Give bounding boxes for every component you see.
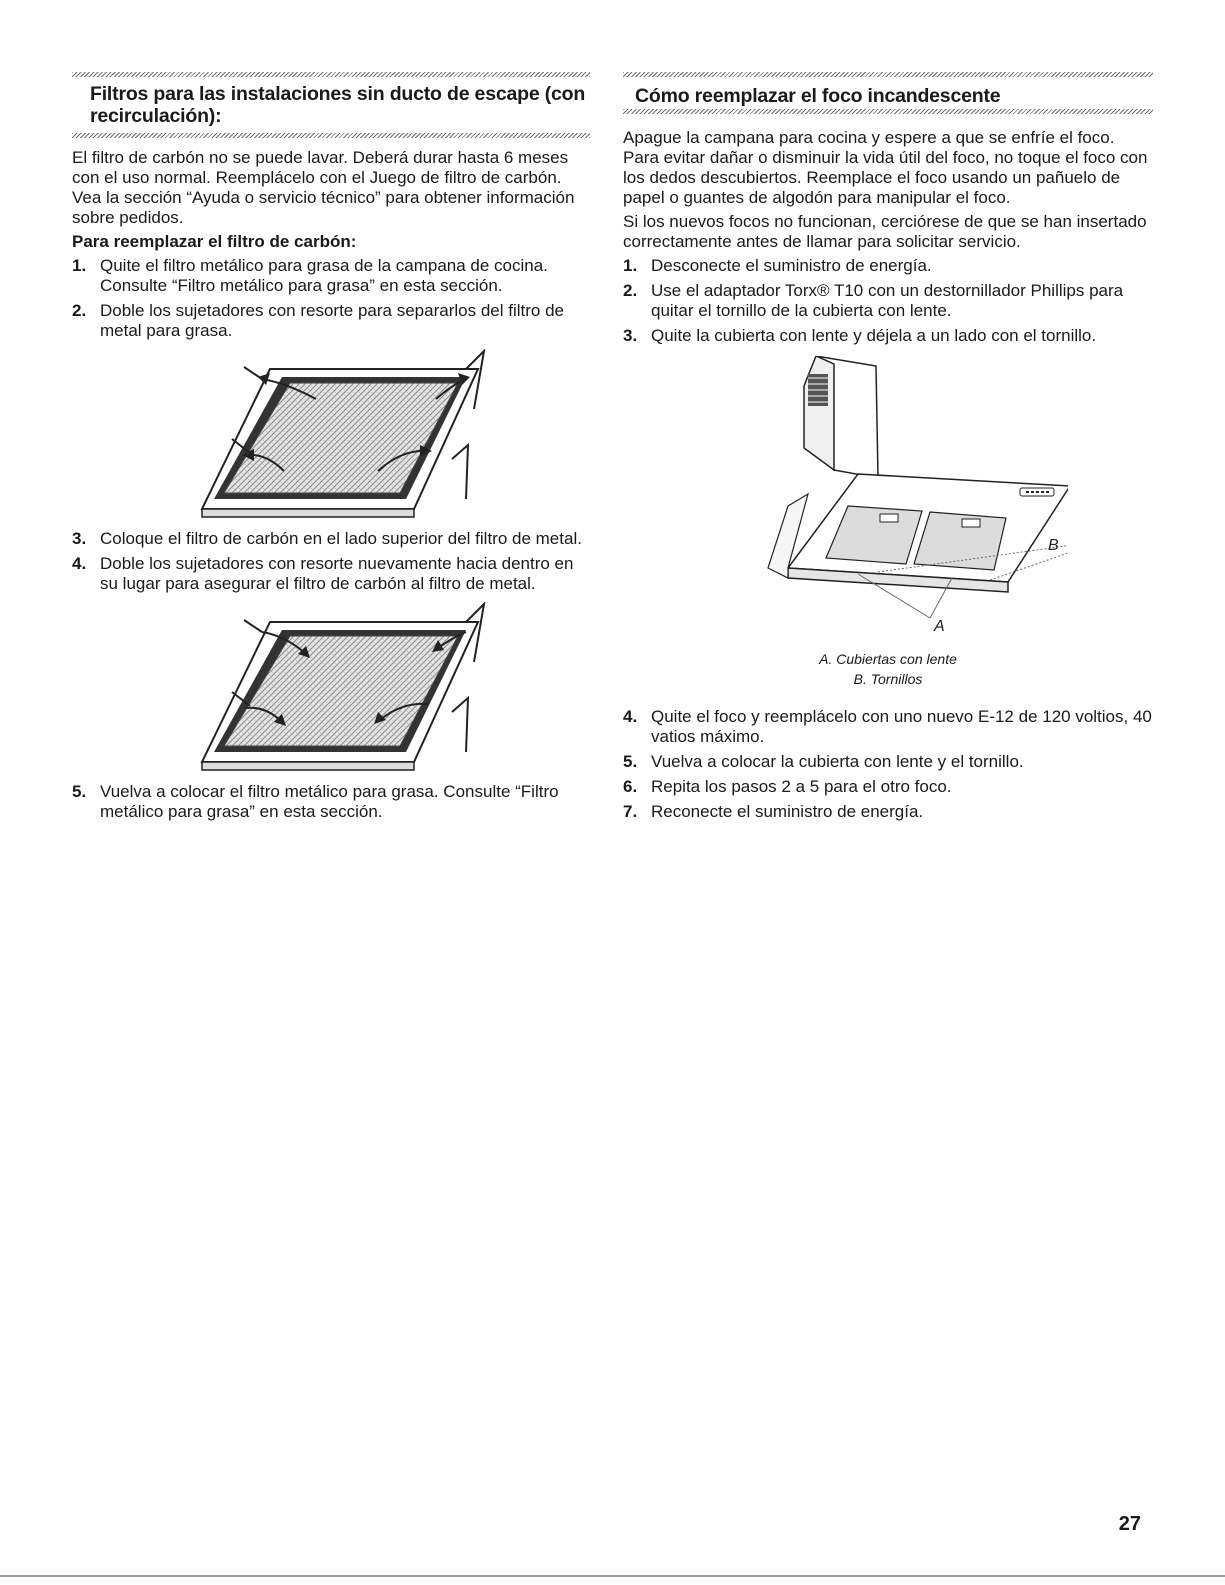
step-number: 7. xyxy=(623,802,638,821)
filter-clips-closed-illustration xyxy=(166,602,496,774)
step-item xyxy=(72,256,590,296)
step-number: 3. xyxy=(623,326,638,345)
step-item xyxy=(623,802,1153,822)
step-number: 6. xyxy=(623,777,638,796)
figure-caption-b: B. Tornillos xyxy=(853,671,923,687)
bulb-steps-list-2 xyxy=(623,707,1153,822)
step-item xyxy=(72,529,590,549)
step-number: 2. xyxy=(623,281,638,300)
right-column xyxy=(623,72,1153,827)
step-text: Use el adaptador Torx® T10 con un destornillador Phillips para quitar el tornillo de la cubierta con lente. xyxy=(651,281,1124,320)
step-item xyxy=(623,256,1153,276)
step-text: Vuelva a colocar el filtro metálico para grasa. Consulte “Filtro metálico para grasa” en esta sección. xyxy=(100,782,559,821)
step-item xyxy=(623,281,1153,321)
step-item xyxy=(72,301,590,341)
step-text: Vuelva a colocar la cubierta con lente y el tornillo. xyxy=(651,752,1024,771)
step-number: 4. xyxy=(623,707,638,726)
step-item xyxy=(623,707,1153,747)
step-item xyxy=(623,777,1153,797)
range-hood-illustration xyxy=(708,356,1068,641)
section-rule-bottom xyxy=(72,133,590,138)
step-item xyxy=(72,782,590,822)
step-number: 1. xyxy=(72,256,87,275)
step-number: 4. xyxy=(72,554,87,573)
step-text: Coloque el filtro de carbón en el lado superior del filtro de metal. xyxy=(100,529,582,548)
lens-cover-right xyxy=(914,512,1006,570)
steps-list-3 xyxy=(72,782,590,822)
page-bottom-rule xyxy=(0,1575,1225,1577)
step-number: 1. xyxy=(623,256,638,275)
step-number: 5. xyxy=(623,752,638,771)
step-item xyxy=(623,752,1153,772)
steps-list-1 xyxy=(72,256,590,341)
step-text: Quite el foco y reemplácelo con uno nuevo E-12 de 120 voltios, 40 vatios máximo. xyxy=(651,707,1152,746)
figure-caption-a: A. Cubiertas con lente xyxy=(819,651,957,667)
light-bulb-intro: Apague la campana para cocina y espere a que se enfríe el foco. Para evitar dañar o disminuir la vida útil del foco, no toque el foco con los dedos descubiertos. Reemplace el foco usando un pañuelo de papel o guantes de algodón para manipular el foco. xyxy=(623,128,1148,207)
step-text: Quite la cubierta con lente y déjela a un lado con el tornillo. xyxy=(651,326,1097,345)
charcoal-filter-intro: El filtro de carbón no se puede lavar. Deberá durar hasta 6 meses con el uso normal. Reemplácelo con el Juego de filtro de carbón. Vea la sección “Ayuda o servicio técnico” para obtener información sobre pedidos. xyxy=(72,148,575,227)
step-item xyxy=(72,554,590,594)
filter-clips-open-illustration xyxy=(166,349,496,521)
step-number: 3. xyxy=(72,529,87,548)
section-rule-top xyxy=(623,72,1153,77)
callout-label-a: A xyxy=(934,618,945,635)
section-rule-bottom xyxy=(623,109,1153,114)
step-number: 5. xyxy=(72,782,87,801)
bulb-steps-list-1 xyxy=(623,256,1153,346)
step-text: Doble los sujetadores con resorte nuevamente hacia dentro en su lugar para asegurar el filtro de carbón al filtro de metal. xyxy=(100,554,574,593)
step-number: 2. xyxy=(72,301,87,320)
step-text: Doble los sujetadores con resorte para separarlos del filtro de metal para grasa. xyxy=(100,301,564,340)
section-heading-charcoal-filter: Filtros para las instalaciones sin ducto de escape (con recirculación): xyxy=(90,83,586,127)
page-number: 27 xyxy=(1118,1513,1141,1535)
step-item xyxy=(623,326,1153,346)
charcoal-filter-subheading: Para reemplazar el filtro de carbón: xyxy=(72,232,357,251)
light-bulb-note: Si los nuevos focos no funcionan, cerciórese de que se han insertado correctamente antes de llamar para solicitar servicio. xyxy=(623,212,1147,251)
step-text: Desconecte el suministro de energía. xyxy=(651,256,932,275)
section-rule-top xyxy=(72,72,590,77)
step-text: Repita los pasos 2 a 5 para el otro foco. xyxy=(651,777,952,796)
step-text: Quite el filtro metálico para grasa de la campana de cocina. Consulte “Filtro metálico para grasa” en esta sección. xyxy=(100,256,548,295)
step-text: Reconecte el suministro de energía. xyxy=(651,802,924,821)
section-heading-light-bulb: Cómo reemplazar el foco incandescente xyxy=(635,85,1001,107)
steps-list-2 xyxy=(72,529,590,594)
callout-label-b: B xyxy=(1048,537,1059,554)
left-column xyxy=(72,72,590,827)
